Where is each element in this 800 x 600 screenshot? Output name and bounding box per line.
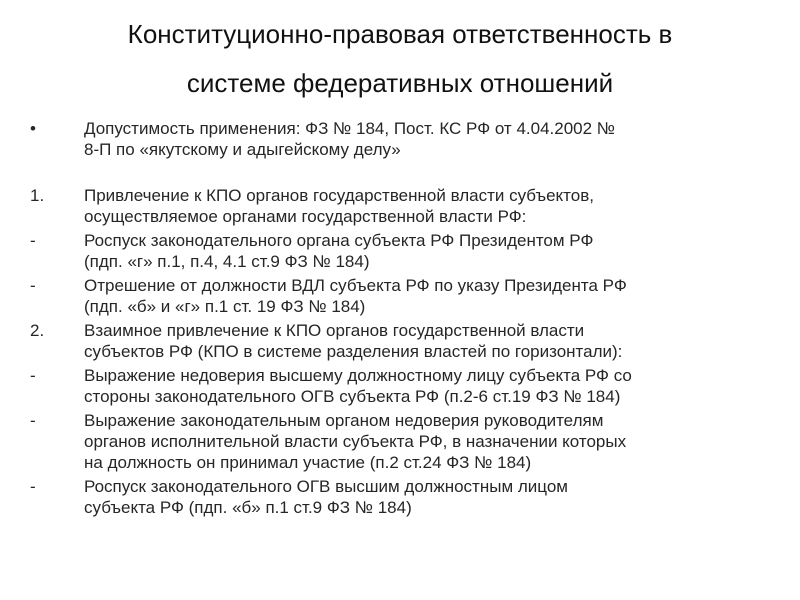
title-line-1: Конституционно-правовая ответственность в [127,19,673,49]
list-item-no-confidence-executives [0,410,800,473]
list-item-dissolution-by-official [0,476,800,518]
item-line: Привлечение к КПО органов государственной власти субъектов, [84,186,594,205]
item-line: Выражение законодательным органом недоверия руководителям [84,411,604,430]
item-line: 8-П по «якутскому и адыгейскому делу» [84,140,401,159]
dash-marker: - [30,231,36,250]
list-item-1 [0,185,800,227]
item-line: Выражение недоверия высшему должностному лицу субъекта РФ со [84,366,632,385]
item-line: Допустимость применения: ФЗ № 184, Пост. КС РФ от 4.04.2002 № [84,119,616,138]
item-line: (пдп. «б» и «г» п.1 ст. 19 ФЗ № 184) [84,297,366,316]
item-line: Роспуск законодательного ОГВ высшим должностным лицом [84,477,568,496]
item-line: на должность он принимал участие (п.2 ст.24 ФЗ № 184) [84,453,532,472]
item-line: органов исполнительной власти субъекта РФ, в назначении которых [84,432,627,451]
bullet-marker: • [30,119,36,138]
slide-title [40,10,760,108]
slide-body [0,118,800,521]
list-item-dissolution [0,230,800,272]
item-line: осуществляемое органами государственной власти РФ: [84,207,527,226]
item-line: субъектов РФ (КПО в системе разделения властей по горизонтали): [84,342,623,361]
item-line: субъекта РФ (пдп. «б» п.1 ст.9 ФЗ № 184) [84,498,412,517]
dash-marker: - [30,477,36,496]
list-item-removal [0,275,800,317]
list-item-admissibility [0,118,800,160]
item-line: стороны законодательного ОГВ субъекта РФ (п.2-6 ст.19 ФЗ № 184) [84,387,621,406]
dash-marker: - [30,411,36,430]
item-line: Отрешение от должности ВДЛ субъекта РФ по указу Президента РФ [84,276,627,295]
item-line: (пдп. «г» п.1, п.4, 4.1 ст.9 ФЗ № 184) [84,252,370,271]
number-marker: 1. [30,186,45,205]
item-line: Взаимное привлечение к КПО органов государственной власти [84,321,585,340]
list-item-no-confidence-official [0,365,800,407]
dash-marker: - [30,276,36,295]
number-marker: 2. [30,321,45,340]
title-line-2: системе федеративных отношений [186,68,614,98]
item-line: Роспуск законодательного органа субъекта РФ Президентом РФ [84,231,594,250]
dash-marker: - [30,366,36,385]
list-item-2 [0,320,800,362]
